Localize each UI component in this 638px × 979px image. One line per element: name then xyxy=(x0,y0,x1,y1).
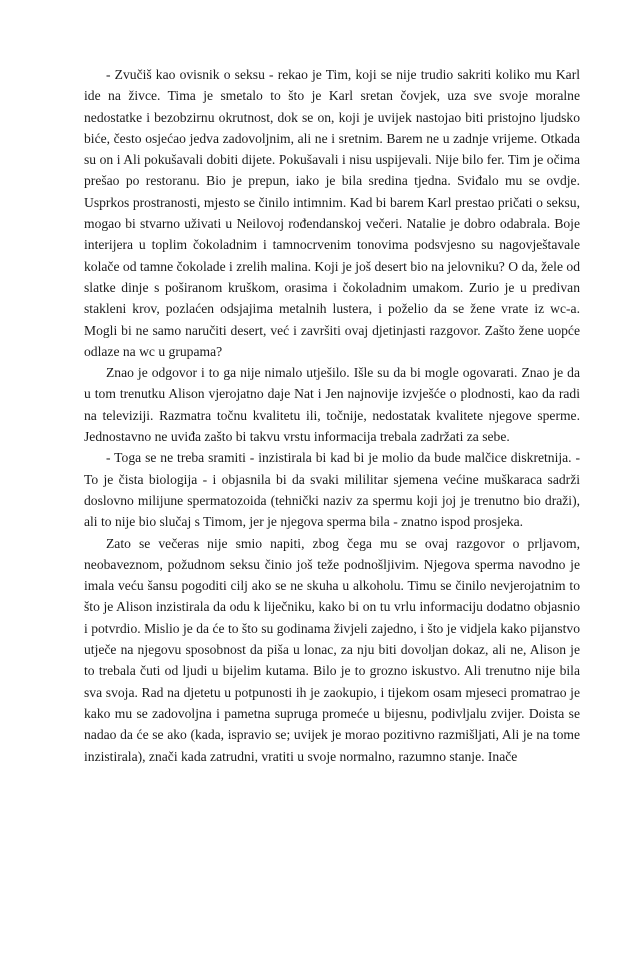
paragraph-1: - Zvučiš kao ovisnik o seksu - rekao je Tim, koji se nije trudio sakriti koliko mu Karl ide na živce. Tima je smetalo to što je Karl sretan čovjek, uza sve svoje moralne nedostatke i bezobzirnu okrutnost, dok se on, koji je uvijek nastojao biti pristojno ljudsko biće, često osjećao jedva zadovoljnim, ali ne i sretnim. Barem ne u zadnje vrijeme. Otkada su on i Ali pokušavali dobiti dijete. Pokušavali i nisu uspijevali. Nije bilo fer. Tim je očima prešao po restoranu. Bio je prepun, iako je bila sredina tjedna. Sviđalo mu se ovdje. Usprkos prostranosti, mjesto se činilo intimnim. Kad bi barem Karl prestao pričati o seksu, mogao bi stvarno uživati u Neilovoj rođendanskoj večeri. Natalie je dobro odabrala. Boje interijera u toplim čokoladnim i tamnocrvenim tonovima podsvjesno su nagovještavale kolače od tamne čokolade i zrelih malina. Koji je još desert bio na jelovniku? O da, žele od slatke dinje s poširanom kruškom, orasima i čokoladnim umakom. Zurio je u predivan stakleni krov, pozlaćen odsjajima metalnih lustera, i poželio da se žene vrate iz wc-a. Mogli bi ne samo naručiti desert, već i završiti ovaj djetinjasti razgovor. Zašto žene uopće odlaze na wc u grupama? xyxy=(84,67,580,359)
paragraph-2: Znao je odgovor i to ga nije nimalo utješilo. Išle su da bi mogle ogovarati. Znao je da u tom trenutku Alison vjerojatno daje Nat i Jen najnovije izvješće o plodnosti, kao da radi na televiziji. Razmatra točnu kvalitetu ili, točnije, nedostatak kvalitete njegove sperme. Jednostavno ne uviđa zašto bi takvu vrstu informacija trebala zadržati za sebe. xyxy=(84,365,580,445)
paragraph-3: - Toga se ne treba sramiti - inzistirala bi kad bi je molio da bude malčice diskretnija. - To je čista biologija - i objasnila bi da svaki mililitar sjemena većine muškaraca sadrži doslovno milijune spermatozoida (tehnički naziv za spermu koji joj je trenutno bio draži), ali to nije bio slučaj s Timom, jer je njegova sperma bila - znatno ispod prosjeka. xyxy=(84,450,580,530)
book-page xyxy=(84,64,580,767)
paragraph-4: Zato se večeras nije smio napiti, zbog čega mu se ovaj razgovor o prljavom, neobaveznom, požudnom seksu činio još teže podnošljivim. Njegova sperma navodno je imala veću šansu pogoditi cilj ako se ne skuha u alkoholu. Timu se činilo nevjerojatnim to što je Alison inzistirala da odu k liječniku, kako bi on tu vrlu informaciju dodatno objasnio i potvrdio. Mislio je da će to što su godinama živjeli zajedno, i što je vidjela kako pijanstvo utječe na njegovu sposobnost da piša u lonac, za nju biti dovoljan dokaz, ali ne, Alison je to trebala čuti od ljudi u bijelim kutama. Bilo je to grozno iskustvo. Ali trenutno nije bila sva svoja. Rad na djetetu u potpunosti ih je zaokupio, i tijekom osam mjeseci promatrao je kako mu se zadovoljna i pametna supruga promeće u bijesnu, podivljalu zvijer. Doista se nadao da će se ako (kada, ispravio se; uvijek je morao pozitivno razmišljati, Ali je na tome inzistirala), znači kada zatrudni, vratiti u svoje normalno, razumno stanje. Inače xyxy=(84,535,580,764)
